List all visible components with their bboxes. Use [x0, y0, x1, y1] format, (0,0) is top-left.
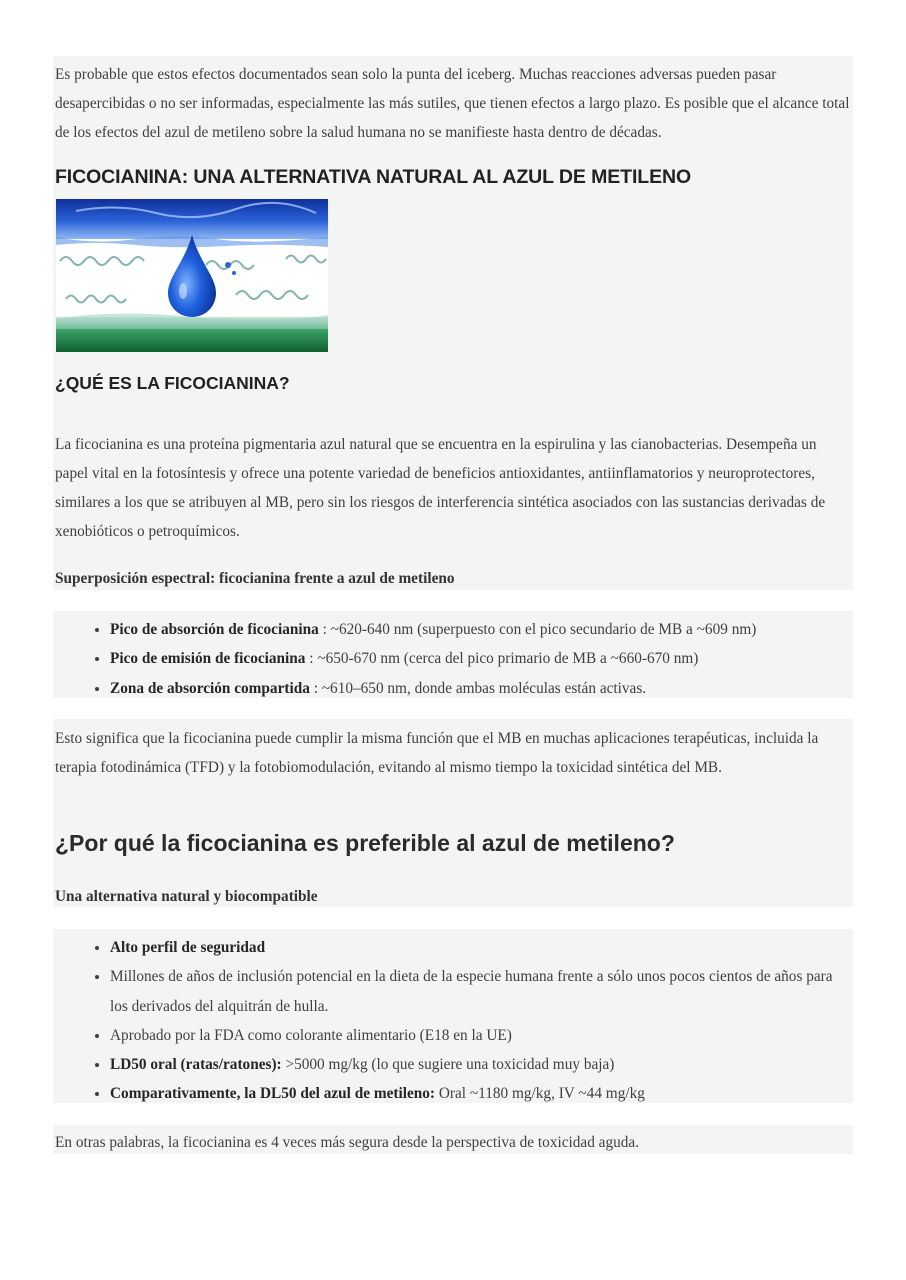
- spectral-conclusion: Esto significa que la ficocianina puede cumplir la misma función que el MB en muchas aplicaciones terapéuticas, incluida la terapia fotodinámica (TFD) y la fotobiomodulación, evitando al mismo tiempo la toxicidad sintética del MB.: [55, 730, 819, 776]
- final-paragraph: En otras palabras, la ficocianina es 4 veces más segura desde la perspectiva de toxicidad aguda.: [55, 1134, 640, 1151]
- list-item: • Millones de años de inclusión potencial en la dieta de la especie humana frente a sólo unos pocos cientos de años para los derivados del alquitrán de hulla.: [110, 962, 853, 1021]
- intro-block: [53, 56, 853, 148]
- biocompatible-subheading: Una alternativa natural y biocompatible: [55, 888, 318, 905]
- que-es-paragraph-wrap: [53, 426, 853, 546]
- section-heading-ficocianina-alternativa: FICOCIANINA: UNA ALTERNATIVA NATURAL AL AZUL DE METILENO: [55, 166, 692, 188]
- spectral-subheading: Superposición espectral: ficocianina frente a azul de metileno: [55, 570, 455, 587]
- section-heading-que-es: ¿QUÉ ES LA FICOCIANINA?: [55, 373, 290, 393]
- list-item: • Pico de absorción de ficocianina : ~620-640 nm (superpuesto con el pico secundario de MB a ~609 nm): [110, 615, 853, 644]
- list-item: • Zona de absorción compartida : ~610–650 nm, donde ambas moléculas están activas.: [110, 674, 853, 703]
- section-heading-por-que: ¿Por qué la ficocianina es preferible al azul de metileno?: [55, 830, 675, 856]
- list-item: • Aprobado por la FDA como colorante alimentario (E18 en la UE): [110, 1021, 853, 1050]
- que-es-paragraph: La ficocianina es una proteína pigmentaria azul natural que se encuentra en la espirulina y las cianobacterias. Desempeña un papel vital en la fotosíntesis y ofrece una potente variedad de beneficios antioxidantes, antiinflamatorios y neuroprotectores, similares a los que se atribuyen al MB, pero sin los riesgos de interferencia sintética asociados con las sustancias derivadas de xenobióticos o petroquímicos.: [55, 436, 826, 540]
- safety-list-block: [53, 929, 853, 1103]
- list-item: • Comparativamente, la DL50 del azul de metileno: Oral ~1180 mg/kg, IV ~44 mg/kg: [110, 1079, 853, 1108]
- water-drop-spirulina-image: [56, 199, 328, 352]
- spectral-list-block: [53, 611, 853, 698]
- list-item: • LD50 oral (ratas/ratones): >5000 mg/kg (lo que sugiere una toxicidad muy baja): [110, 1050, 853, 1079]
- intro-paragraph: Es probable que estos efectos documentados sean solo la punta del iceberg. Muchas reacciones adversas pueden pasar desapercibidas o no ser informadas, especialmente las más sutiles, que tienen efectos a largo plazo. Es posible que el alcance total de los efectos del azul de metileno sobre la salud humana no se manifieste hasta dentro de décadas.: [55, 66, 850, 141]
- list-item: • Pico de emisión de ficocianina : ~650-670 nm (cerca del pico primario de MB a ~660-670 nm): [110, 644, 853, 673]
- spectral-list: [53, 611, 853, 703]
- conclusion-block: [53, 719, 853, 907]
- list-item: • Alto perfil de seguridad: [110, 933, 853, 962]
- safety-list: [53, 929, 853, 1109]
- final-block: [53, 1125, 853, 1154]
